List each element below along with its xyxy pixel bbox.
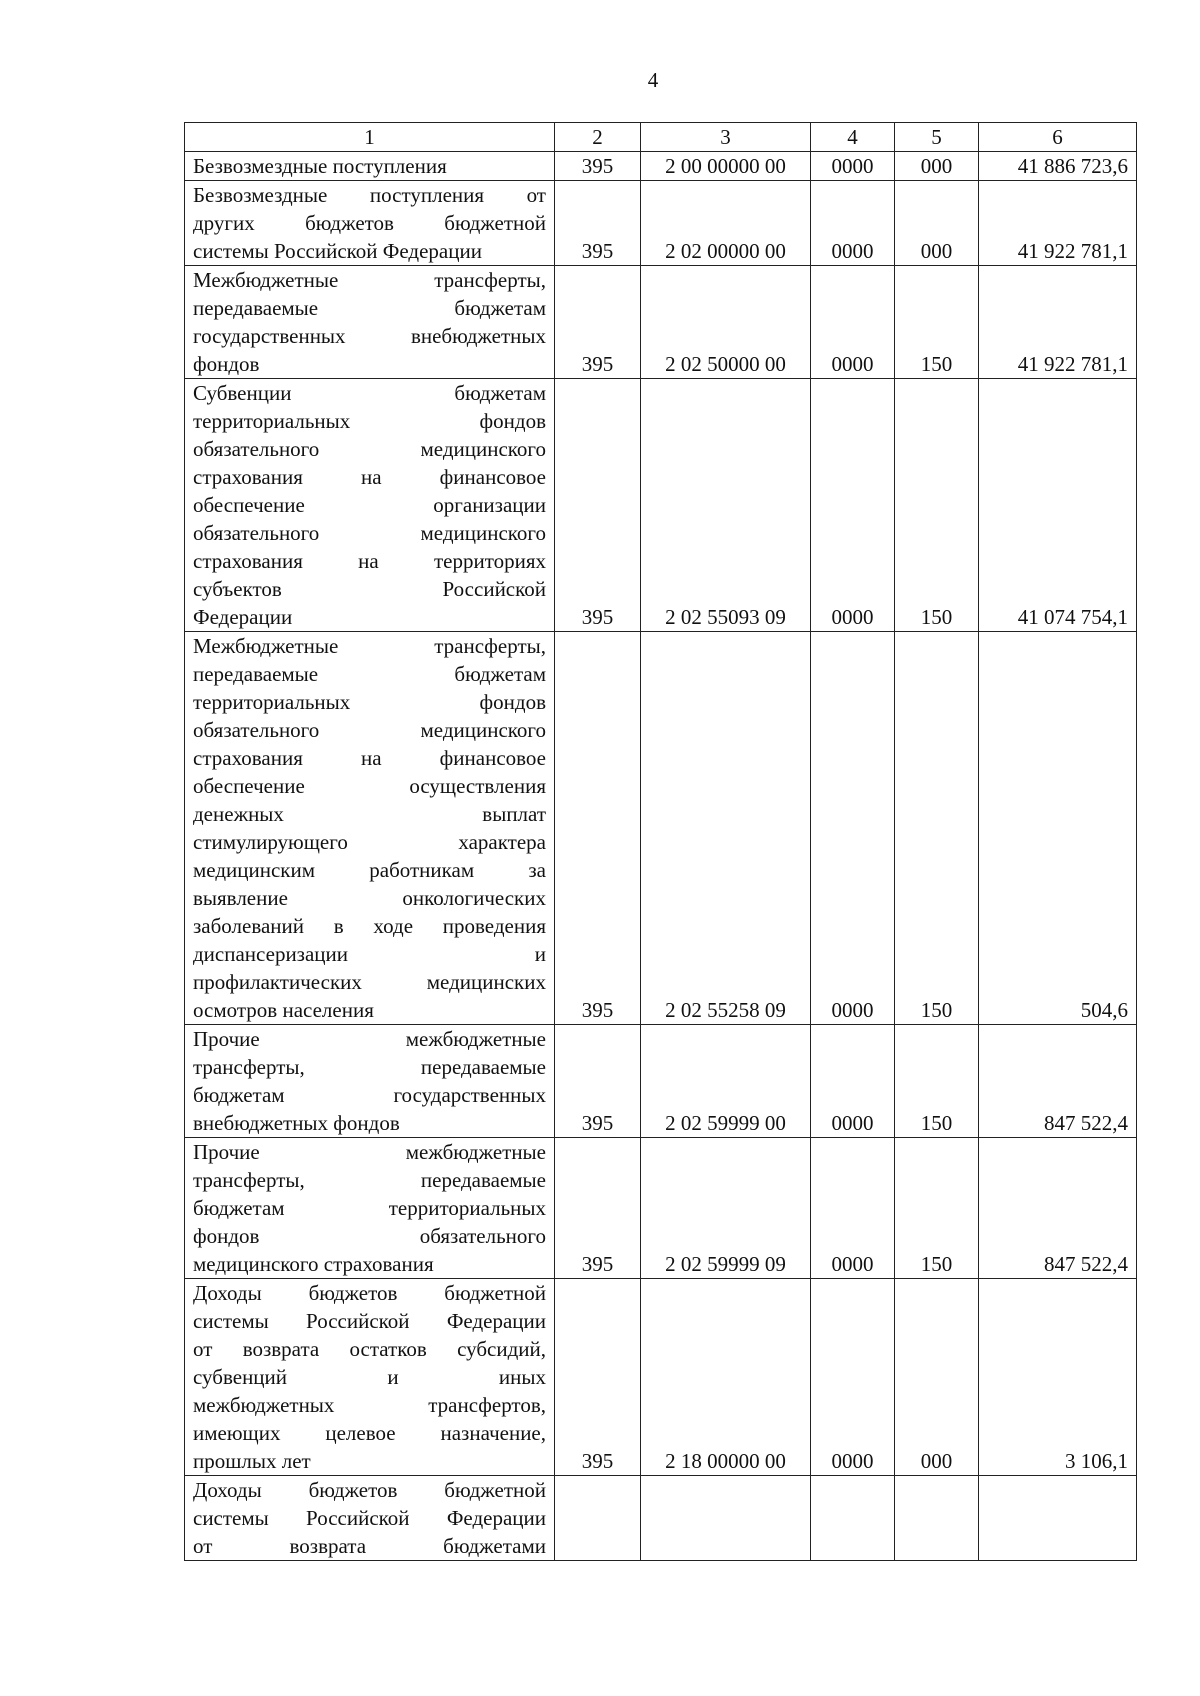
admin-code-cell: 395 — [555, 152, 641, 181]
description-line: территориальных фондов — [193, 409, 546, 433]
row-description — [185, 181, 555, 266]
subtype-code-cell — [811, 1476, 895, 1561]
description-line: трансферты, передаваемые — [193, 1055, 546, 1079]
amount-cell: 847 522,4 — [979, 1025, 1137, 1138]
description-line: медицинского страхования — [193, 1252, 434, 1276]
classification-code-cell: 000 — [895, 181, 979, 266]
table-row — [185, 1138, 1137, 1279]
budget-table — [184, 122, 1137, 1561]
subtype-code-cell: 0000 — [811, 632, 895, 1025]
description-line: от возврата бюджетами — [193, 1534, 546, 1558]
description-line: Федерации — [193, 605, 293, 629]
description-line: имеющих целевое назначение, — [193, 1421, 546, 1445]
classification-code-cell — [895, 1476, 979, 1561]
amount-cell: 41 886 723,6 — [979, 152, 1137, 181]
description-line: фондов обязательного — [193, 1224, 546, 1248]
description-line: обязательного медицинского — [193, 718, 546, 742]
description-line: обеспечение осуществления — [193, 774, 546, 798]
table-row — [185, 181, 1137, 266]
revenue-code-cell: 2 02 55258 09 — [641, 632, 811, 1025]
description-line: фондов — [193, 352, 260, 376]
column-header-6: 6 — [979, 123, 1137, 152]
table-row — [185, 152, 1137, 181]
admin-code-cell: 395 — [555, 1138, 641, 1279]
classification-code-cell: 000 — [895, 1279, 979, 1476]
description-line: передаваемые бюджетам — [193, 662, 546, 686]
description-line: системы Российской Федерации — [193, 1506, 546, 1530]
admin-code-cell: 395 — [555, 1025, 641, 1138]
classification-code-cell: 150 — [895, 266, 979, 379]
description-line: обязательного медицинского — [193, 521, 546, 545]
column-header-4: 4 — [811, 123, 895, 152]
description-line: субвенций и иных — [193, 1365, 546, 1389]
row-description — [185, 632, 555, 1025]
description-line: диспансеризации и — [193, 942, 546, 966]
description-line: обязательного медицинского — [193, 437, 546, 461]
amount-cell: 41 074 754,1 — [979, 379, 1137, 632]
row-description — [185, 1138, 555, 1279]
description-line: других бюджетов бюджетной — [193, 211, 546, 235]
table-row — [185, 1476, 1137, 1561]
amount-cell: 504,6 — [979, 632, 1137, 1025]
description-line: территориальных фондов — [193, 690, 546, 714]
column-header-1: 1 — [185, 123, 555, 152]
table-row — [185, 1025, 1137, 1138]
description-line: трансферты, передаваемые — [193, 1168, 546, 1192]
description-line: Доходы бюджетов бюджетной — [193, 1478, 546, 1502]
table-row — [185, 379, 1137, 632]
revenue-code-cell: 2 02 59999 00 — [641, 1025, 811, 1138]
row-description — [185, 1279, 555, 1476]
admin-code-cell: 395 — [555, 379, 641, 632]
row-description — [185, 266, 555, 379]
description-line: обеспечение организации — [193, 493, 546, 517]
revenue-code-cell: 2 02 59999 09 — [641, 1138, 811, 1279]
subtype-code-cell: 0000 — [811, 181, 895, 266]
description-line: Межбюджетные трансферты, — [193, 634, 546, 658]
description-line: страхования на территориях — [193, 549, 546, 573]
description-line: внебюджетных фондов — [193, 1111, 400, 1135]
subtype-code-cell: 0000 — [811, 1279, 895, 1476]
description-line: денежных выплат — [193, 802, 546, 826]
page-number: 4 — [647, 68, 659, 92]
description-line: системы Российской Федерации — [193, 1309, 546, 1333]
description-line: системы Российской Федерации — [193, 239, 482, 263]
classification-code-cell: 000 — [895, 152, 979, 181]
admin-code-cell: 395 — [555, 266, 641, 379]
description-line: от возврата остатков субсидий, — [193, 1337, 546, 1361]
revenue-code-cell: 2 02 00000 00 — [641, 181, 811, 266]
table-row — [185, 1279, 1137, 1476]
description-line: страхования на финансовое — [193, 746, 546, 770]
column-header-3: 3 — [641, 123, 811, 152]
revenue-code-cell: 2 02 55093 09 — [641, 379, 811, 632]
description-line: Межбюджетные трансферты, — [193, 268, 546, 292]
amount-cell: 41 922 781,1 — [979, 181, 1137, 266]
description-line: заболеваний в ходе проведения — [193, 914, 546, 938]
table-row — [185, 632, 1137, 1025]
classification-code-cell: 150 — [895, 632, 979, 1025]
column-header-5: 5 — [895, 123, 979, 152]
classification-code-cell: 150 — [895, 379, 979, 632]
description-line: передаваемые бюджетам — [193, 296, 546, 320]
column-header-2: 2 — [555, 123, 641, 152]
description-line: Безвозмездные поступления — [193, 154, 447, 178]
row-description — [185, 1476, 555, 1561]
description-line: страхования на финансовое — [193, 465, 546, 489]
description-line: профилактических медицинских — [193, 970, 546, 994]
description-line: выявление онкологических — [193, 886, 546, 910]
amount-cell: 41 922 781,1 — [979, 266, 1137, 379]
subtype-code-cell: 0000 — [811, 1138, 895, 1279]
row-description — [185, 1025, 555, 1138]
subtype-code-cell: 0000 — [811, 379, 895, 632]
subtype-code-cell: 0000 — [811, 152, 895, 181]
description-line: субъектов Российской — [193, 577, 546, 601]
revenue-code-cell — [641, 1476, 811, 1561]
description-line: стимулирующего характера — [193, 830, 546, 854]
description-line: Субвенции бюджетам — [193, 381, 546, 405]
description-line: Прочие межбюджетные — [193, 1140, 546, 1164]
subtype-code-cell: 0000 — [811, 1025, 895, 1138]
description-line: медицинским работникам за — [193, 858, 546, 882]
revenue-code-cell: 2 00 00000 00 — [641, 152, 811, 181]
description-line: прошлых лет — [193, 1449, 311, 1473]
table-row — [185, 266, 1137, 379]
header-row — [185, 123, 1137, 152]
revenue-code-cell: 2 18 00000 00 — [641, 1279, 811, 1476]
description-line: Доходы бюджетов бюджетной — [193, 1281, 546, 1305]
subtype-code-cell: 0000 — [811, 266, 895, 379]
admin-code-cell: 395 — [555, 632, 641, 1025]
classification-code-cell: 150 — [895, 1138, 979, 1279]
table-body — [185, 152, 1137, 1561]
description-line: Прочие межбюджетные — [193, 1027, 546, 1051]
description-line: Безвозмездные поступления от — [193, 183, 546, 207]
admin-code-cell: 395 — [555, 1279, 641, 1476]
description-line: государственных внебюджетных — [193, 324, 546, 348]
classification-code-cell: 150 — [895, 1025, 979, 1138]
admin-code-cell — [555, 1476, 641, 1561]
admin-code-cell: 395 — [555, 181, 641, 266]
amount-cell — [979, 1476, 1137, 1561]
amount-cell: 847 522,4 — [979, 1138, 1137, 1279]
description-line: бюджетам государственных — [193, 1083, 546, 1107]
amount-cell: 3 106,1 — [979, 1279, 1137, 1476]
description-line: межбюджетных трансфертов, — [193, 1393, 546, 1417]
row-description — [185, 152, 555, 181]
description-line: бюджетам территориальных — [193, 1196, 546, 1220]
description-line: осмотров населения — [193, 998, 374, 1022]
revenue-code-cell: 2 02 50000 00 — [641, 266, 811, 379]
row-description — [185, 379, 555, 632]
